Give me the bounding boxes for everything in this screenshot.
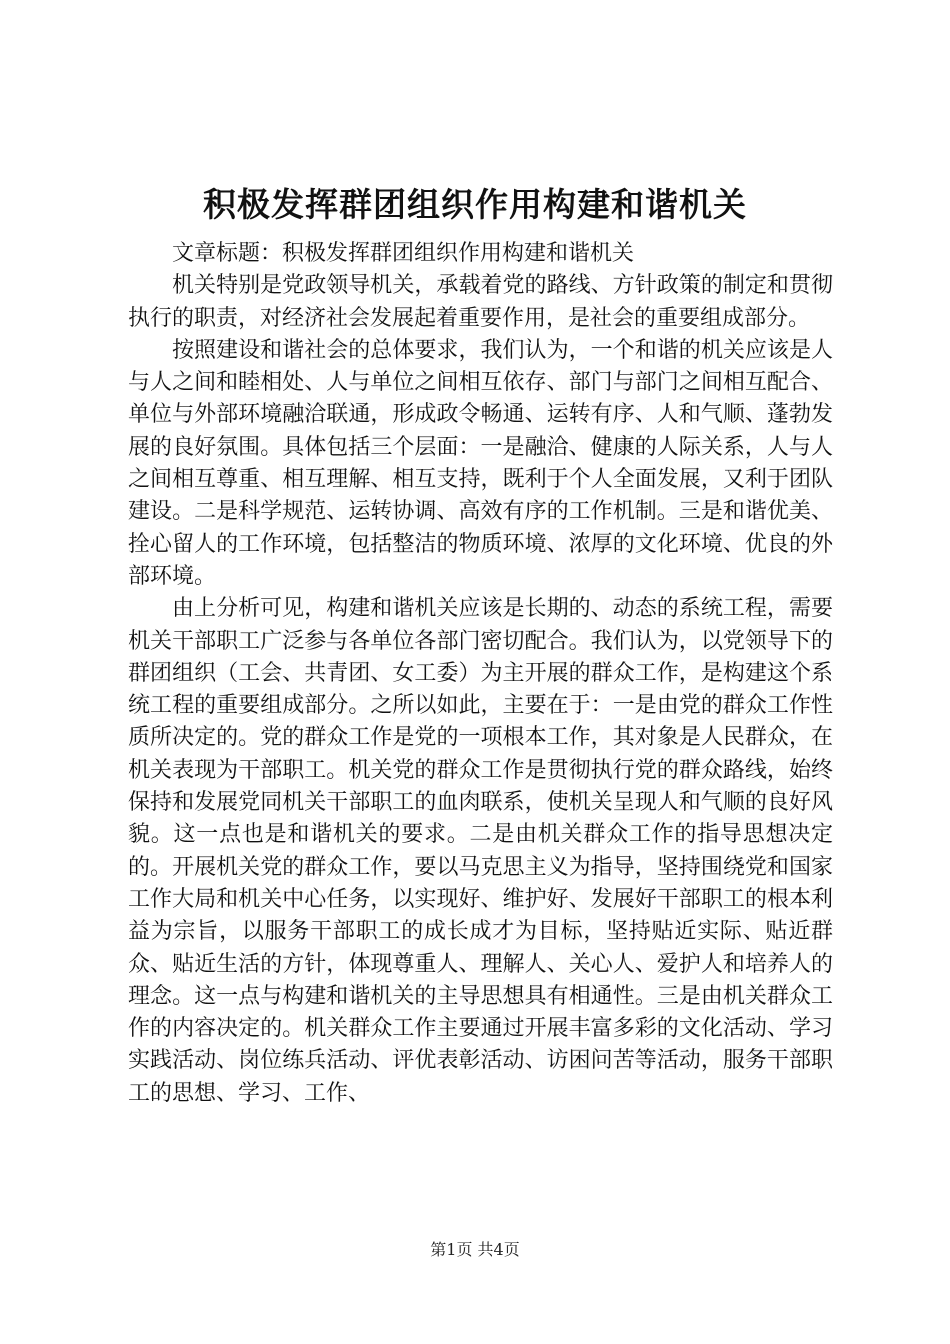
document-title: 积极发挥群团组织作用构建和谐机关 — [203, 185, 747, 224]
page-number: 第1页 共4页 — [430, 1240, 520, 1259]
paragraph-intro: 机关特别是党政领导机关，承载着党的路线、方针政策的制定和贯彻执行的职责，对经济社会发展起着重要作用，是社会的重要组成部分。 — [128, 273, 833, 331]
article-title-line: 文章标题：积极发挥群团组织作用构建和谐机关 — [172, 241, 635, 266]
paragraph-requirements: 按照建设和谐社会的总体要求，我们认为，一个和谐的机关应该是人与人之间和睦相处、人与单位之间相互依存、部门与部门之间相互配合、单位与外部环境融洽联通，形成政令畅通、运转有序、人和气顺、蓬勃发展的良好氛围。具体包括三个层面：一是融洽、健康的人际关系，人与人之间相互尊重、相互理解、相互支持，既利于个人全面发展，又利于团队建设。二是科学规范、运转协调、高效有序的工作机制。三是和谐优美、拴心留人的工作环境，包括整洁的物质环境、浓厚的文化环境、优良的外部环境。 — [128, 337, 833, 589]
document-body — [128, 238, 833, 1110]
paragraph-analysis: 由上分析可见，构建和谐机关应该是长期的、动态的系统工程，需要机关干部职工广泛参与各单位各部门密切配合。我们认为，以党领导下的群团组织（工会、共青团、女工委）为主开展的群众工作，是构建这个系统工程的重要组成部分。之所以如此，主要在于：一是由党的群众工作性质所决定的。党的群众工作是党的一项根本工作，其对象是人民群众，在机关表现为干部职工。机关党的群众工作是贯彻执行党的群众路线，始终保持和发展党同机关干部职工的血肉联系，使机关呈现人和气顺的良好风貌。这一点也是和谐机关的要求。二是由机关群众工作的指导思想决定的。开展机关党的群众工作，要以马克思主义为指导，坚持围绕党和国家工作大局和机关中心任务，以实现好、维护好、发展好干部职工的根本利益为宗旨，以服务干部职工的成长成才为目标，坚持贴近实际、贴近群众、贴近生活的方针，体现尊重人、理解人、关心人、爱护人和培养人的理念。这一点与构建和谐机关的主导思想具有相通性。三是由机关群众工作的内容决定的。机关群众工作主要通过开展丰富多彩的文化活动、学习实践活动、岗位练兵活动、评优表彰活动、访困问苦等活动，服务干部职工的思想、学习、工作、 — [128, 596, 833, 1106]
